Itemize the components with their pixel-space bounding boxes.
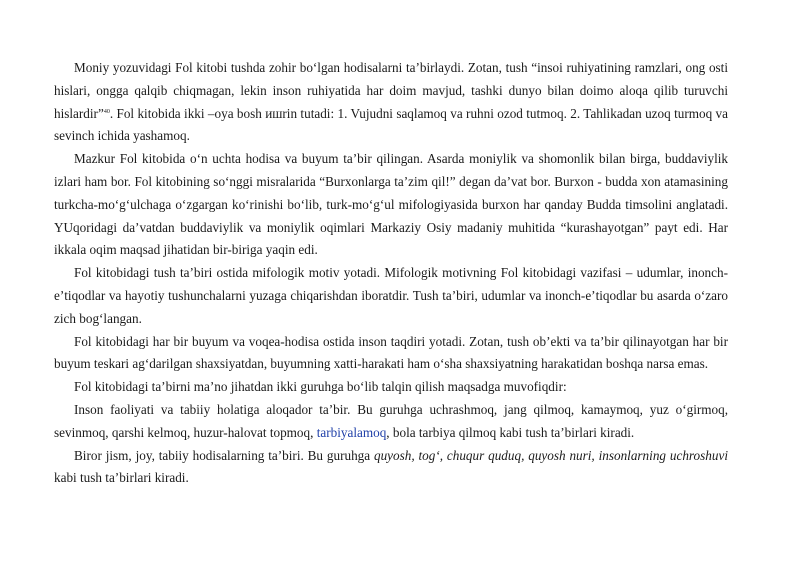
paragraph-1-text-a: Moniy yozuvidagi Fol kitobi tushda zohir boʻlgan hodisalarni taʼbirlaydi. Zotan, tush “insoi ruhiyatining ramzlari, ong osti hislari, ongga qalqib chiqmagan, lekin inson ruhiyatida har doim mavjud, tashki dunyo bilan doimo aloqa qilib turuvchi hislardir” xyxy=(54,60,728,121)
document-body xyxy=(54,57,728,490)
paragraph-6 xyxy=(54,399,728,445)
paragraph-4: Fol kitobidagi har bir buyum va voqea-hodisa ostida inson taqdiri yotadi. Zotan, tush obʼekti va taʼbir qilinayotgan har bir buyum teskari agʻdarilgan shaxsiyatdan, buyumning xatti-harakati ham oʻsha shaxsiyatning harakatidan boshqa narsa emas. xyxy=(54,333,728,372)
tarbiyalamoq-link[interactable]: tarbiyalamoq xyxy=(316,424,387,440)
paragraph-3: Fol kitobidagi tush taʼbiri ostida mifologik motiv yotadi. Mifologik motivning Fol kitobidagi vazifasi – udumlar, inonch-eʼtiqodlar va hayotiy tushunchalarni yuzaga chiqarishdan iboratdir. Tush taʼbiri, udumlar va inonch-eʼtiqodlar bu asarda oʻzaro zich bogʻlangan. xyxy=(54,265,728,326)
paragraph-7-italic-terms: quyosh, togʻ, chuqur quduq, quyosh nuri, insonlarning uchroshuvi xyxy=(373,447,728,463)
paragraph-7-text-a: Biror jism, joy, tabiiy hodisalarning taʼbiri. Bu guruhga xyxy=(74,447,374,463)
paragraph-7-text-b: kabi tush taʼbirlari kiradi. xyxy=(54,470,189,486)
paragraph-6-text-a: Inson faoliyati va tabiiy holatiga aloqador taʼbir. Bu guruhga uchrashmoq, jang qilmoq, kamaymoq, yuz oʻgirmoq, sevinmoq, qarshi kelmoq, huzur-halovat topmoq, xyxy=(54,401,728,440)
footnote-marker[interactable]: 40 xyxy=(103,108,110,115)
paragraph-1-text-b: . Fol kitobida ikki –oya bosh ишrin tutadi: 1. Vujudni saqlamoq va ruhni ozod tutmoq. 2. Tahlikadan uzoq turmoq va sevinch ichida yashamoq. xyxy=(54,105,728,144)
paragraph-1 xyxy=(54,57,728,148)
paragraph-5: Fol kitobidagi taʼbirni maʼno jihatdan ikki guruhga boʻlib talqin qilish maqsadga muvofiqdir: xyxy=(74,379,567,395)
paragraph-2: Mazkur Fol kitobida oʻn uchta hodisa va buyum taʼbir qilingan. Asarda moniylik va shomonlik bilan birga, buddaviylik izlari ham bor. Fol kitobining soʻnggi misralarida “Burxonlarga taʼzim qil!” degan daʼvat bor. Burxon - budda xon atamasining turkcha-moʻgʻulchaga oʻzgargan koʻrinishi boʻlib, turk-moʻgʻul mifologiyasida burxon har qanday Budda timsolini anglatadi. YUqoridagi daʼvatdan buddaviylik va moniylik oqimlari Markaziy Osiy madaniy muhitida “kurashayotgan” payt edi. Har ikkala oqim maqsad jihatidan bir-biriga yaqin edi. xyxy=(54,151,728,258)
paragraph-7 xyxy=(54,445,728,491)
paragraph-6-text-b: , bola tarbiya qilmoq kabi tush taʼbirlari kiradi. xyxy=(386,424,635,440)
